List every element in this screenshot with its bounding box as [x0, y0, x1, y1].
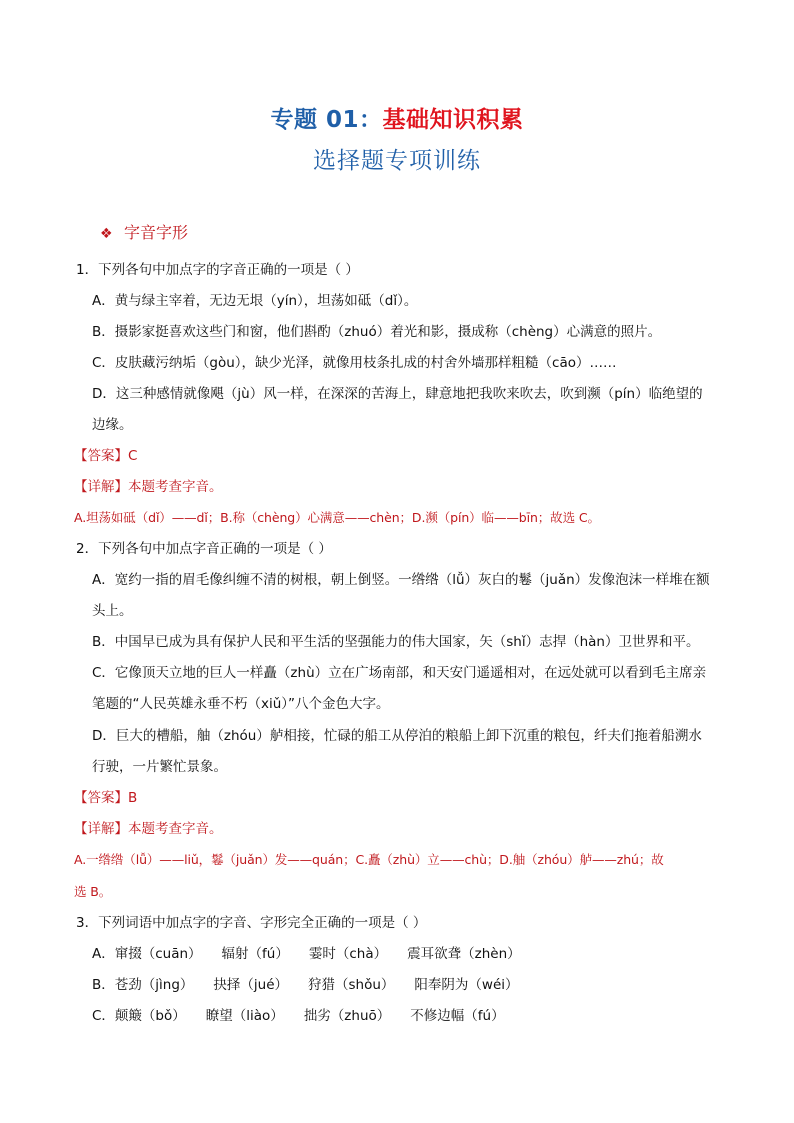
q3-b-word-2: 抉择（jué）	[213, 977, 289, 993]
q3-c-word-2: 瞭望（liào）	[205, 1008, 284, 1024]
q2-answer-value: B	[128, 790, 138, 806]
q1-option-c: C．皮肤藏污纳垢（gòu），缺少光泽，就像用枝条扎成的村舍外墙那样粗糙（cāo）……	[92, 355, 617, 371]
q3-b-word-3: 狩猎（shǒu）	[308, 977, 395, 993]
q3-a-word-4: 震耳欲聋（zhèn）	[407, 946, 521, 962]
q2-detail	[74, 819, 223, 839]
title-prefix: 专题 01：	[270, 107, 383, 133]
q3-option-c	[92, 1006, 505, 1026]
q1-answer-value: C	[128, 448, 138, 464]
q2-stem: 2．下列各句中加点字音正确的一项是（ ）	[76, 541, 332, 557]
title-main: 基础知识积累	[382, 107, 524, 133]
q3-c-word-3: 拙劣（zhuō）	[303, 1008, 391, 1024]
q2-explanation-line2: 选 B。	[74, 884, 112, 899]
q2-detail-text: 本题考查字音。	[128, 821, 223, 837]
q3-option-a	[92, 944, 521, 964]
page-title	[0, 101, 794, 134]
q1-detail	[74, 477, 223, 497]
q2-option-a-line1: A．宽约一指的眉毛像纠缠不清的树根，朝上倒竖。一绺绺（lǚ）灰白的鬈（juǎn）发像泡沫一样堆在额	[92, 572, 710, 588]
page-subtitle: 选择题专项训练	[313, 148, 481, 174]
q2-option-b: B．中国早已成为具有保护人民和平生活的坚强能力的伟大国家，矢（shǐ）志捍（hàn）卫世界和平。	[92, 634, 700, 650]
q2-answer-label: 【答案】	[74, 790, 128, 806]
q2-option-d-line1: D．巨大的槽船，舳（zhóu）舻相接，忙碌的船工从停泊的粮船上卸下沉重的粮包，纤夫们拖着船溯水	[92, 728, 702, 744]
q1-option-a: A．黄与绿主宰着，无边无垠（yín），坦荡如砥（dǐ）。	[92, 293, 418, 309]
q3-option-b	[92, 975, 519, 995]
q3-a-word-1: A．窜掇（cuān）	[92, 946, 202, 962]
q1-stem: 1．下列各句中加点字的字音正确的一项是（ ）	[76, 262, 359, 278]
diamond-four-icon: ❖	[100, 226, 113, 242]
q3-c-word-4: 不修边幅（fú）	[410, 1008, 505, 1024]
q1-option-b: B．摄影家挺喜欢这些门和窗，他们斟酌（zhuó）着光和影，摄成称（chèng）心满意的照片。	[92, 324, 662, 340]
q1-answer	[74, 446, 137, 466]
q2-answer	[74, 788, 137, 808]
q3-c-word-1: C．颠簸（bǒ）	[92, 1008, 186, 1024]
q3-stem: 3．下列词语中加点字的字音、字形完全正确的一项是（ ）	[76, 915, 427, 931]
q1-detail-label: 【详解】	[74, 479, 128, 495]
q3-b-word-4: 阳奉阴为（wéi）	[414, 977, 519, 993]
section-heading	[100, 220, 188, 243]
q3-a-word-3: 霎时（chà）	[308, 946, 388, 962]
q2-option-c-line2: 笔题的“人民英雄永垂不朽（xiǔ）”八个金色大字。	[92, 696, 390, 712]
q1-detail-text: 本题考查字音。	[128, 479, 223, 495]
q1-option-d-line1: D．这三种感情就像飓（jù）风一样，在深深的苦海上，肆意地把我吹来吹去，吹到濒（pín）临绝望的	[92, 386, 703, 402]
q3-b-word-1: B．苍劲（jìng）	[92, 977, 194, 993]
section-heading-text: 字音字形	[124, 223, 189, 242]
q2-explanation-line1: A.一绺绺（lǚ）——liǔ，鬈（juǎn）发——quán；C.矗（zhù）立——chù；D.舳（zhóu）舻——zhú；故	[74, 852, 664, 867]
q2-option-d-line2: 行驶，一片繁忙景象。	[92, 759, 227, 775]
q3-a-word-2: 辐射（fú）	[221, 946, 289, 962]
q2-option-c-line1: C．它像顶天立地的巨人一样矗（zhù）立在广场南部，和天安门遥遥相对，在远处就可以看到毛主席亲	[92, 665, 707, 681]
q1-answer-label: 【答案】	[74, 448, 128, 464]
q1-option-d-line2: 边缘。	[92, 417, 133, 433]
q2-option-a-line2: 头上。	[92, 603, 133, 619]
q1-explanation: A.坦荡如砥（dǐ）——dǐ；B.称（chèng）心满意——chèn；D.濒（pín）临——bīn；故选 C。	[74, 510, 600, 525]
q2-detail-label: 【详解】	[74, 821, 128, 837]
